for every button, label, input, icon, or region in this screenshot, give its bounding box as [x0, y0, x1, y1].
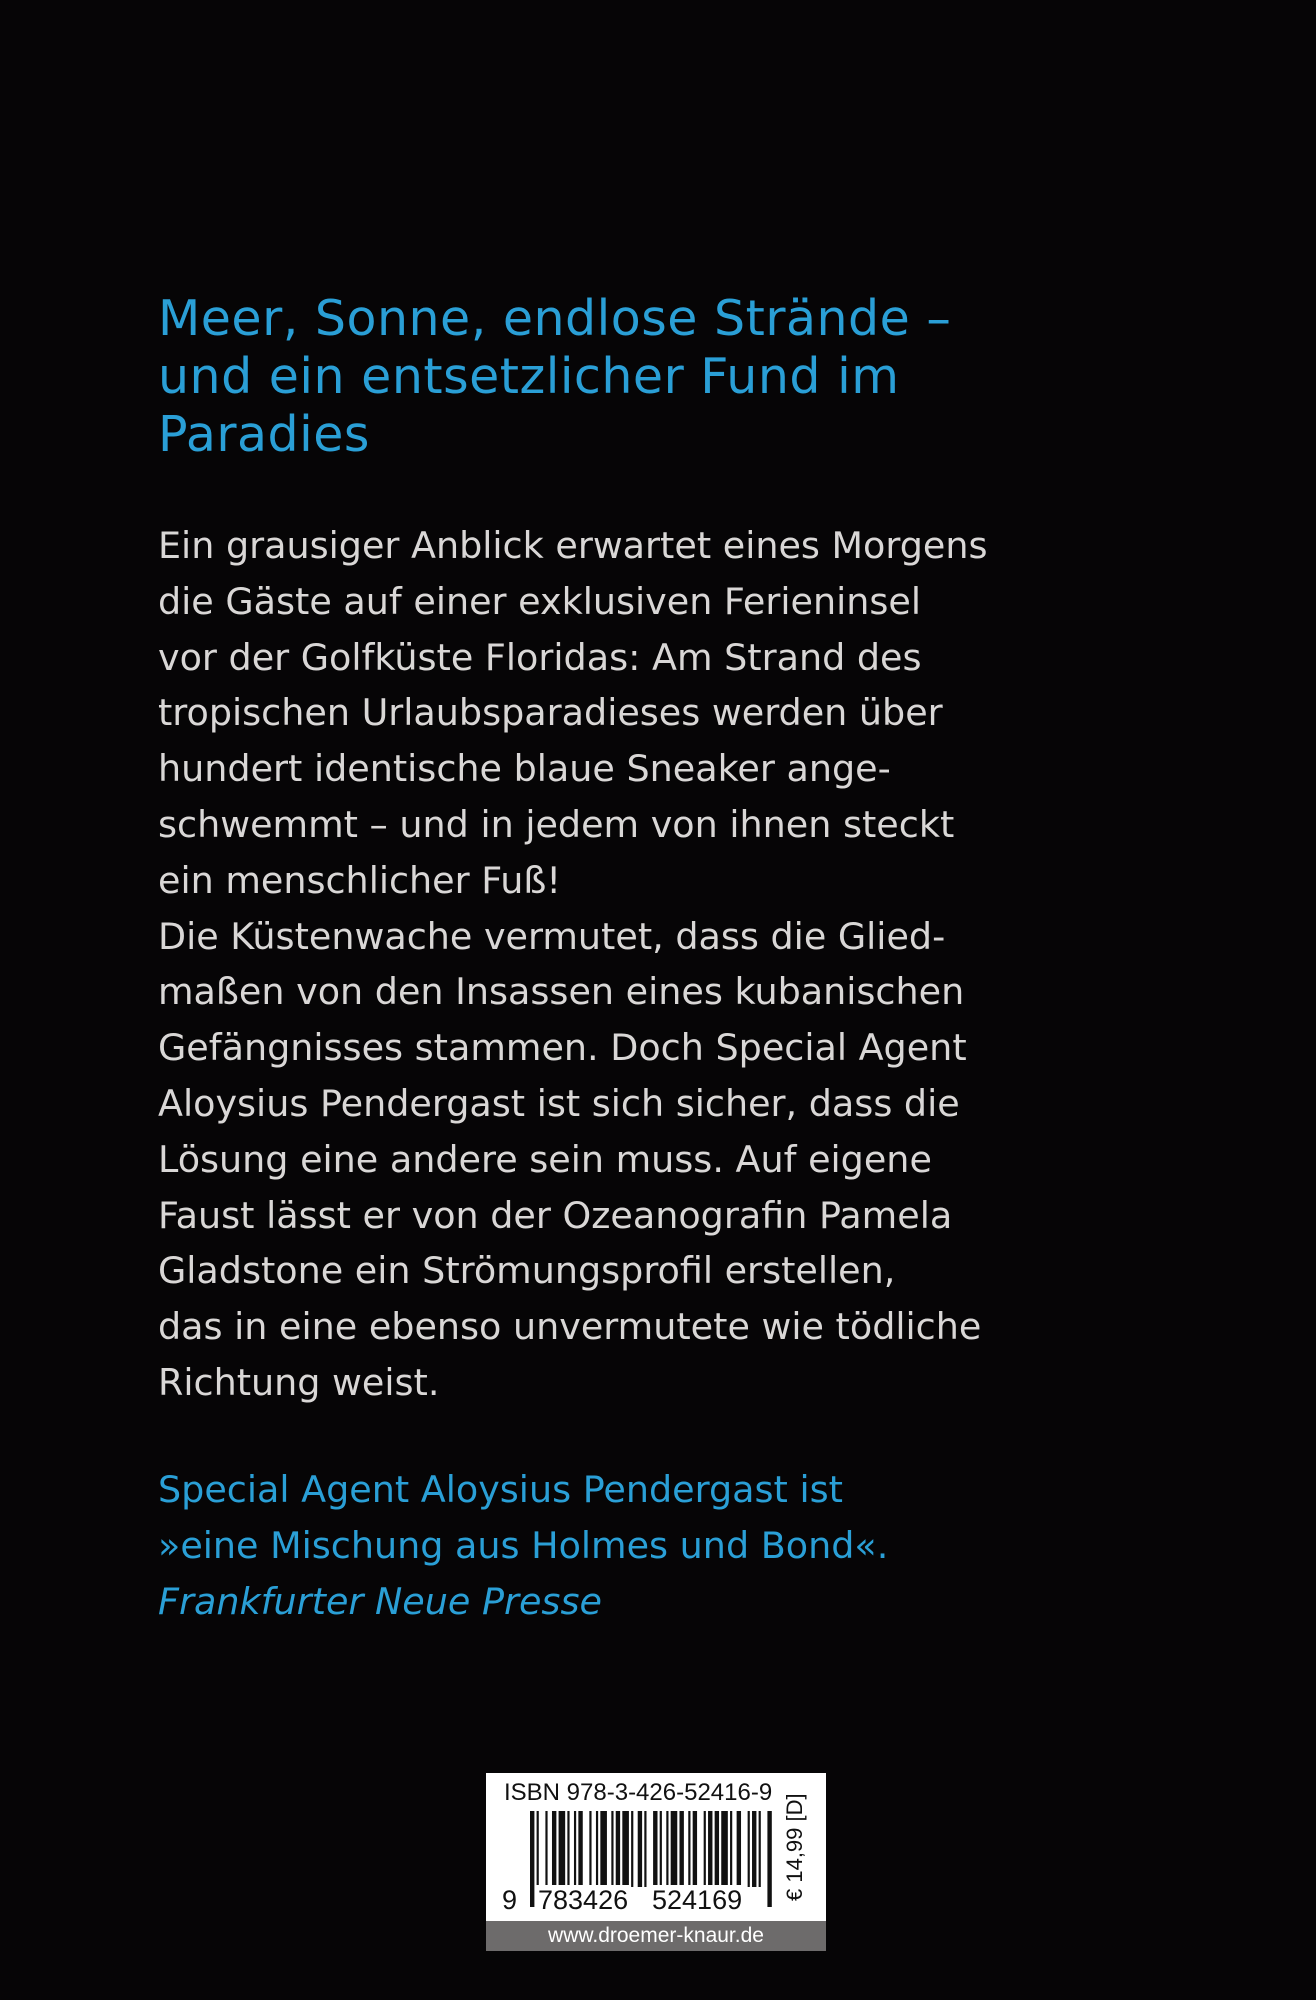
blurb-line: die Gäste auf einer exklusiven Ferieninsel [158, 579, 922, 623]
blurb-line: Lösung eine andere sein muss. Auf eigene [158, 1137, 932, 1181]
headline [158, 290, 1158, 464]
blurb-line: schwemmt – und in jedem von ihnen steckt [158, 802, 955, 846]
publisher-website: www.droemer-knaur.de [486, 1921, 826, 1951]
blurb-line: Gladstone ein Strömungsprofil erstellen, [158, 1249, 896, 1293]
blurb-line: Die Küstenwache vermutet, dass die Glied- [158, 914, 946, 958]
blurb-text [158, 518, 1218, 1411]
barcode-digits [502, 1885, 743, 1916]
blurb-line: Richtung weist. [158, 1360, 440, 1404]
blurb-line: Faust lässt er von der Ozeanografin Pamela [158, 1193, 953, 1237]
quote-source: Frankfurter Neue Presse [158, 1580, 602, 1623]
isbn-label: ISBN 978-3-426-52416-9 [504, 1779, 773, 1806]
press-quote [158, 1462, 1218, 1630]
barcode-digit-first: 9 [502, 1885, 518, 1915]
blurb-line: tropischen Urlaubsparadieses werden über [158, 691, 943, 735]
quote-line: Special Agent Aloysius Pendergast ist [158, 1468, 843, 1511]
blurb-line: das in eine ebenso unvermutete wie tödliche [158, 1305, 982, 1349]
headline-line: Paradies [158, 406, 370, 463]
barcode-digit-group: 783426 [538, 1885, 629, 1915]
barcode-digit-group: 524169 [652, 1885, 743, 1915]
price-label: € 14,99 [D] [782, 1793, 807, 1901]
blurb-line: hundert identische blaue Sneaker ange- [158, 747, 891, 791]
quote-line: »eine Mischung aus Holmes und Bond«. [158, 1524, 889, 1567]
blurb-line: Aloysius Pendergast ist sich sicher, dass die [158, 1081, 960, 1125]
headline-line: Meer, Sonne, endlose Strände – [158, 290, 952, 347]
blurb-line: Gefängnisses stammen. Doch Special Agent [158, 1026, 967, 1070]
blurb-line: Ein grausiger Anblick erwartet eines Morgens [158, 524, 988, 567]
blurb-line: ein menschlicher Fuß! [158, 858, 561, 902]
headline-line: und ein entsetzlicher Fund im [158, 348, 900, 405]
isbn-barcode-box [486, 1773, 826, 1951]
blurb-line: vor der Golfküste Floridas: Am Strand des [158, 635, 922, 679]
blurb-line: maßen von den Insassen eines kubanischen [158, 970, 965, 1014]
